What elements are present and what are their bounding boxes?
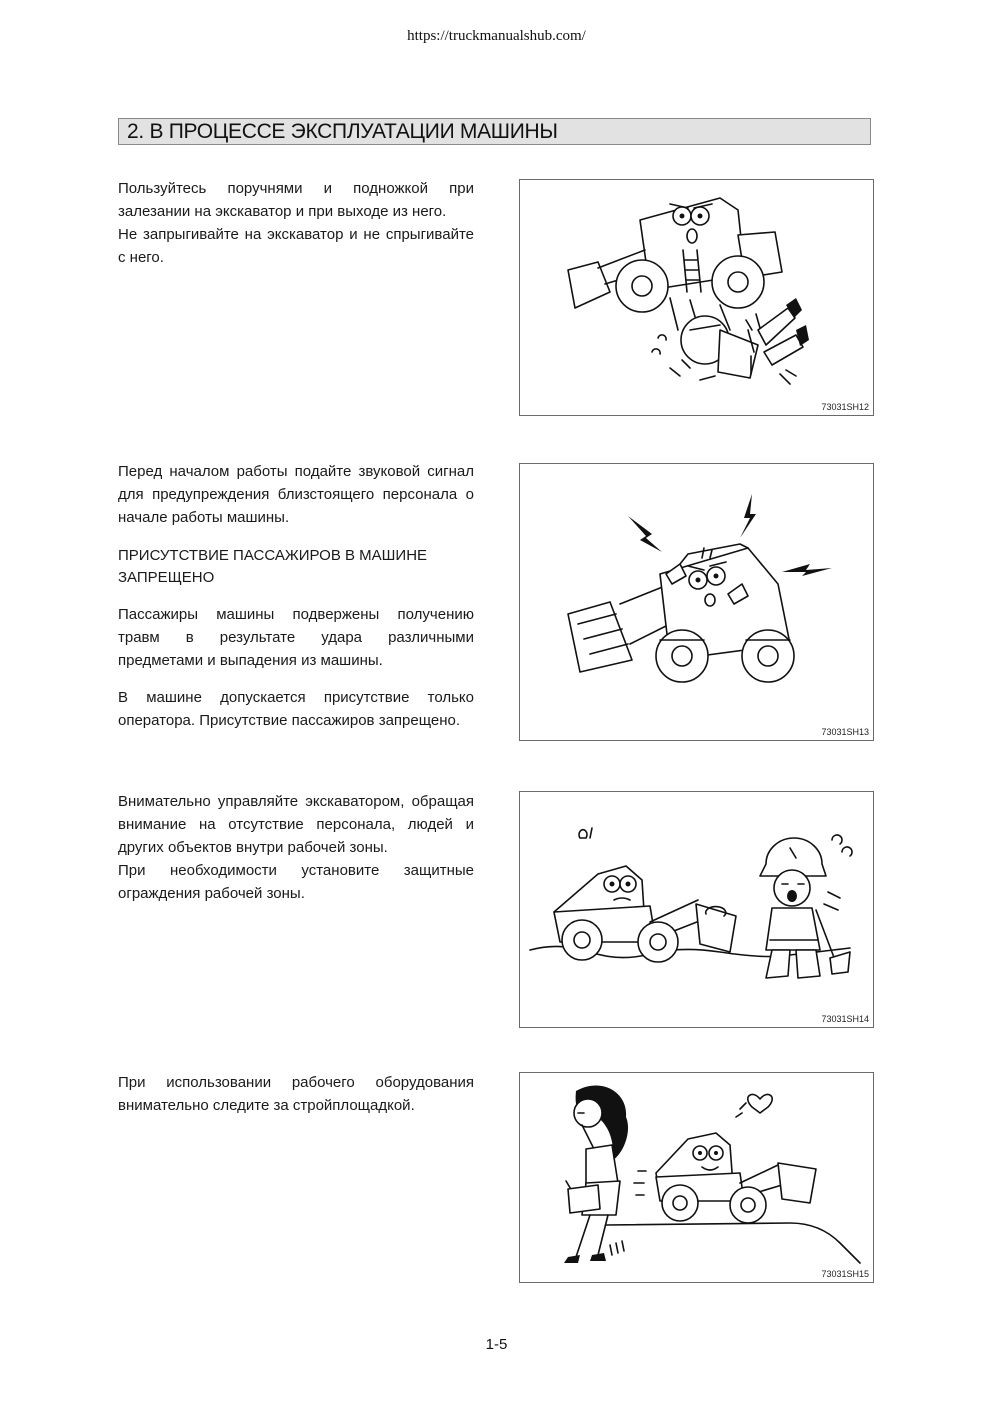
paragraph: При необходимости установите защитные ограждения рабочей зоны. [118,862,474,902]
subsection-heading: ПРИСУТСТВИЕ ПАССАЖИРОВ В МАШИНЕ ЗАПРЕЩЕНО [118,547,428,586]
loader-person-falling-illustration [520,180,873,415]
paragraph: Не запрыгивайте на экскаватор и не спрыгивайте с него. [118,226,474,266]
paragraph: Перед началом работы подайте звуковой сигнал для предупреждения близстоящего персонала о начале работы машины. [118,463,474,526]
figure-loader-person-falling [519,179,874,416]
header-url: https://truckmanualshub.com/ [407,28,586,44]
section-title: 2. В ПРОЦЕССЕ ЭКСПЛУАТАЦИИ МАШИНЫ [118,118,871,145]
text-block-3 [118,790,474,905]
loader-woman-walking-illustration [520,1073,873,1282]
paragraph: Внимательно управляйте экскаватором, обращая внимание на отсутствие персонала, людей и других объектов внутри рабочей зоны. [118,793,474,856]
figure-loader-woman-walking [519,1072,874,1283]
figure-loader-worker-danger [519,791,874,1028]
paragraph: При использовании рабочего оборудования внимательно следите за стройплощадкой. [118,1074,474,1114]
figure-code: 73031SH13 [821,727,869,737]
figure-loader-lightning [519,463,874,741]
figure-code: 73031SH12 [821,402,869,412]
figure-code: 73031SH15 [821,1269,869,1279]
page-number: 1-5 [485,1336,508,1353]
paragraph: Пассажиры машины подвержены получению травм в результате удара различными предметами и выпадения из машины. [118,606,474,669]
paragraph: Пользуйтесь поручнями и подножкой при залезании на экскаватор и при выходе из него. [118,180,474,220]
paragraph: В машине допускается присутствие только оператора. Присутствие пассажиров запрещено. [118,689,474,729]
figure-code: 73031SH14 [821,1014,869,1024]
text-block-4 [118,1071,474,1117]
text-block-2 [118,460,474,732]
loader-lightning-alarm-illustration [520,464,873,740]
text-block-1 [118,177,474,269]
loader-worker-danger-zone-illustration [520,792,873,1027]
